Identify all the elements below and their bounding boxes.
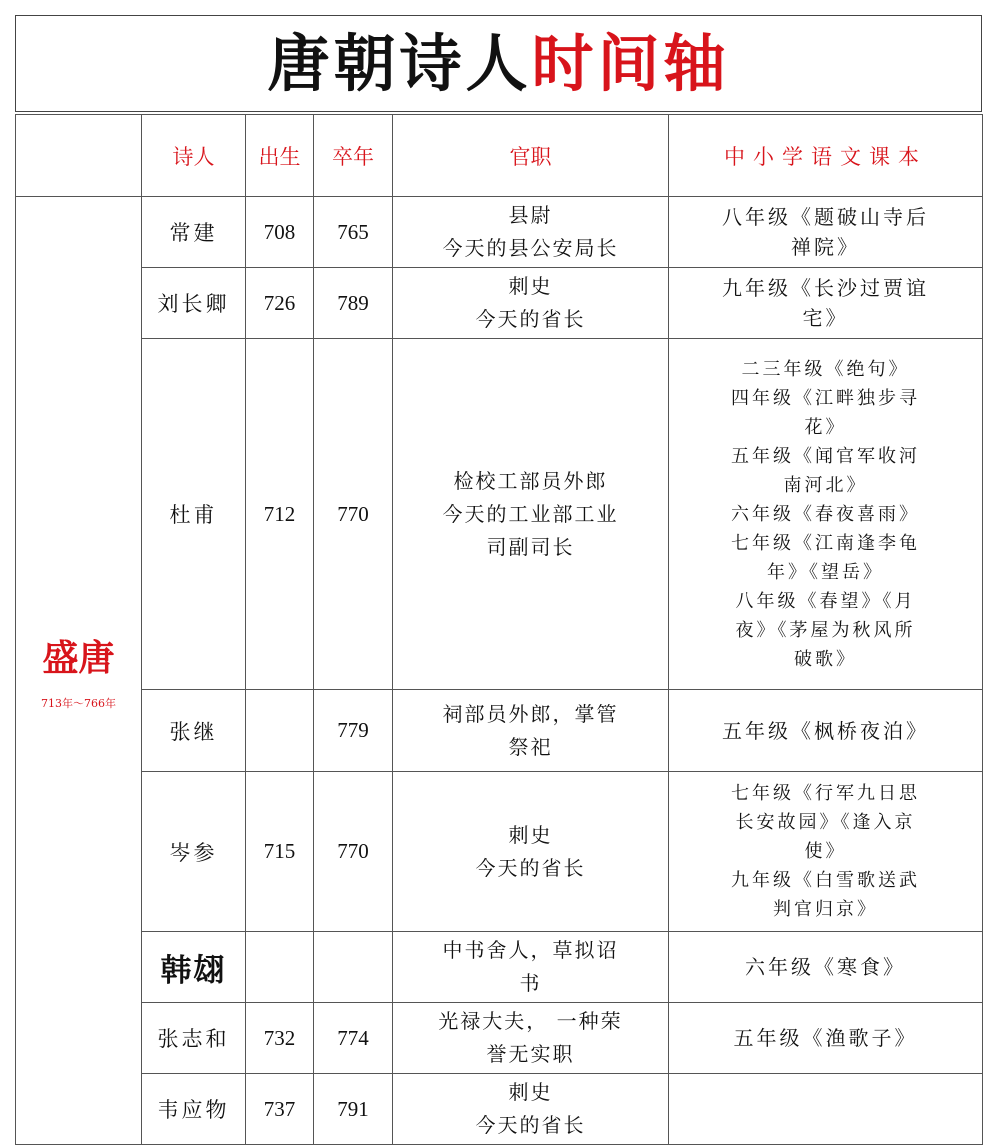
office-line: 今天的工业部工业 <box>442 501 619 526</box>
poet-office <box>393 339 669 690</box>
title-banner <box>15 15 982 112</box>
office-line: 县尉 <box>508 203 553 227</box>
table-row <box>16 339 983 690</box>
poet-birth <box>246 690 314 772</box>
poet-name: 常建 <box>142 197 246 268</box>
textbook-line: 宅》 <box>802 306 849 330</box>
header-death: 卒年 <box>314 115 393 197</box>
header-row <box>16 115 983 197</box>
poet-timeline-table <box>15 114 983 1145</box>
poet-birth <box>246 932 314 1003</box>
textbook-line: 长安故园》《逢入京 <box>735 812 916 833</box>
office-line: 今天的县公安局长 <box>442 236 619 260</box>
header-poet: 诗人 <box>142 115 246 197</box>
table-row <box>16 1003 983 1074</box>
table-row <box>16 772 983 932</box>
office-line: 光禄大夫， 一种荣 <box>438 1009 623 1033</box>
poet-office <box>393 268 669 339</box>
poet-textbook <box>669 1074 983 1145</box>
poet-name: 韦应物 <box>142 1074 246 1145</box>
textbook-line: 八年级《题破山寺后 <box>722 205 929 229</box>
office-line: 检校工部员外郎 <box>453 468 608 493</box>
poet-textbook <box>669 932 983 1003</box>
table-row <box>16 197 983 268</box>
textbook-line: 五年级《闻官军收河 <box>731 445 920 467</box>
poet-death: 791 <box>314 1074 393 1145</box>
textbook-line: 四年级《江畔独步寻 <box>731 387 920 409</box>
poet-office <box>393 690 669 772</box>
table-row <box>16 268 983 339</box>
poet-office <box>393 932 669 1003</box>
office-line: 誉无实职 <box>486 1042 575 1066</box>
poet-birth: 712 <box>246 339 314 690</box>
poet-death: 765 <box>314 197 393 268</box>
poet-textbook <box>669 339 983 690</box>
poet-office <box>393 1074 669 1145</box>
title-highlight: 时间轴 <box>531 26 730 100</box>
office-line: 司副司长 <box>486 534 575 559</box>
poet-name: 韩翃 <box>142 932 246 1003</box>
textbook-line: 南河北》 <box>783 474 868 496</box>
textbook-line: 七年级《行军九日思 <box>731 783 920 804</box>
poet-death: 789 <box>314 268 393 339</box>
textbook-line: 夜》《茅屋为秋风所 <box>735 619 916 641</box>
table-row <box>16 1074 983 1145</box>
textbook-line: 使》 <box>804 841 847 862</box>
poet-textbook <box>669 268 983 339</box>
poet-death: 779 <box>314 690 393 772</box>
poet-textbook <box>669 690 983 772</box>
textbook-line: 六年级《春夜喜雨》 <box>731 503 920 525</box>
title-main: 唐朝诗人 <box>267 26 532 100</box>
poet-birth: 732 <box>246 1003 314 1074</box>
poet-textbook <box>669 772 983 932</box>
textbook-line: 禅院》 <box>791 235 860 259</box>
header-textbook: 中小学语文课本 <box>669 115 983 197</box>
office-line: 祠部员外郎，掌管 <box>442 701 619 726</box>
office-line: 刺史 <box>508 1080 553 1104</box>
textbook-line: 六年级《寒食》 <box>745 955 906 979</box>
office-line: 中书舍人，草拟诏 <box>442 938 619 962</box>
office-line: 祭祀 <box>508 734 553 759</box>
textbook-line: 九年级《白雪歌送武 <box>731 870 920 891</box>
poet-office <box>393 197 669 268</box>
office-line: 今天的省长 <box>475 1113 586 1137</box>
header-birth: 出生 <box>246 115 314 197</box>
poet-birth: 708 <box>246 197 314 268</box>
era-range: 713年～766年 <box>41 697 116 710</box>
poet-name: 杜甫 <box>142 339 246 690</box>
office-line: 刺史 <box>508 822 553 847</box>
page-title <box>267 26 730 100</box>
textbook-line: 八年级《春望》《月 <box>735 590 916 612</box>
poet-name: 张继 <box>142 690 246 772</box>
poet-textbook <box>669 197 983 268</box>
era-name: 盛唐 <box>42 638 115 679</box>
table-row <box>16 690 983 772</box>
textbook-line: 二三年级《绝句》 <box>741 358 910 380</box>
poet-textbook <box>669 1003 983 1074</box>
era-cell <box>16 197 142 1145</box>
textbook-line: 七年级《江南逢李龟 <box>731 532 920 554</box>
poet-birth: 737 <box>246 1074 314 1145</box>
textbook-line: 五年级《渔歌子》 <box>733 1026 918 1050</box>
textbook-line: 花》 <box>804 416 847 438</box>
poet-name: 岑参 <box>142 772 246 932</box>
header-era-blank <box>16 115 142 197</box>
header-office: 官职 <box>393 115 669 197</box>
office-line: 书 <box>519 971 542 995</box>
poet-name: 刘长卿 <box>142 268 246 339</box>
textbook-line: 五年级《枫桥夜泊》 <box>722 718 929 743</box>
textbook-line: 判官归京》 <box>773 899 878 920</box>
poet-office <box>393 1003 669 1074</box>
textbook-line: 九年级《长沙过贾谊 <box>722 276 929 300</box>
poet-birth: 726 <box>246 268 314 339</box>
textbook-line: 年》《望岳》 <box>767 561 884 583</box>
poet-death: 770 <box>314 772 393 932</box>
office-line: 今天的省长 <box>475 307 586 331</box>
poet-name: 张志和 <box>142 1003 246 1074</box>
poet-birth: 715 <box>246 772 314 932</box>
textbook-line: 破歌》 <box>794 648 857 670</box>
office-line: 今天的省长 <box>475 855 586 880</box>
table-row <box>16 932 983 1003</box>
office-line: 刺史 <box>508 274 553 298</box>
poet-death <box>314 932 393 1003</box>
poet-office <box>393 772 669 932</box>
poet-death: 770 <box>314 339 393 690</box>
poet-death: 774 <box>314 1003 393 1074</box>
